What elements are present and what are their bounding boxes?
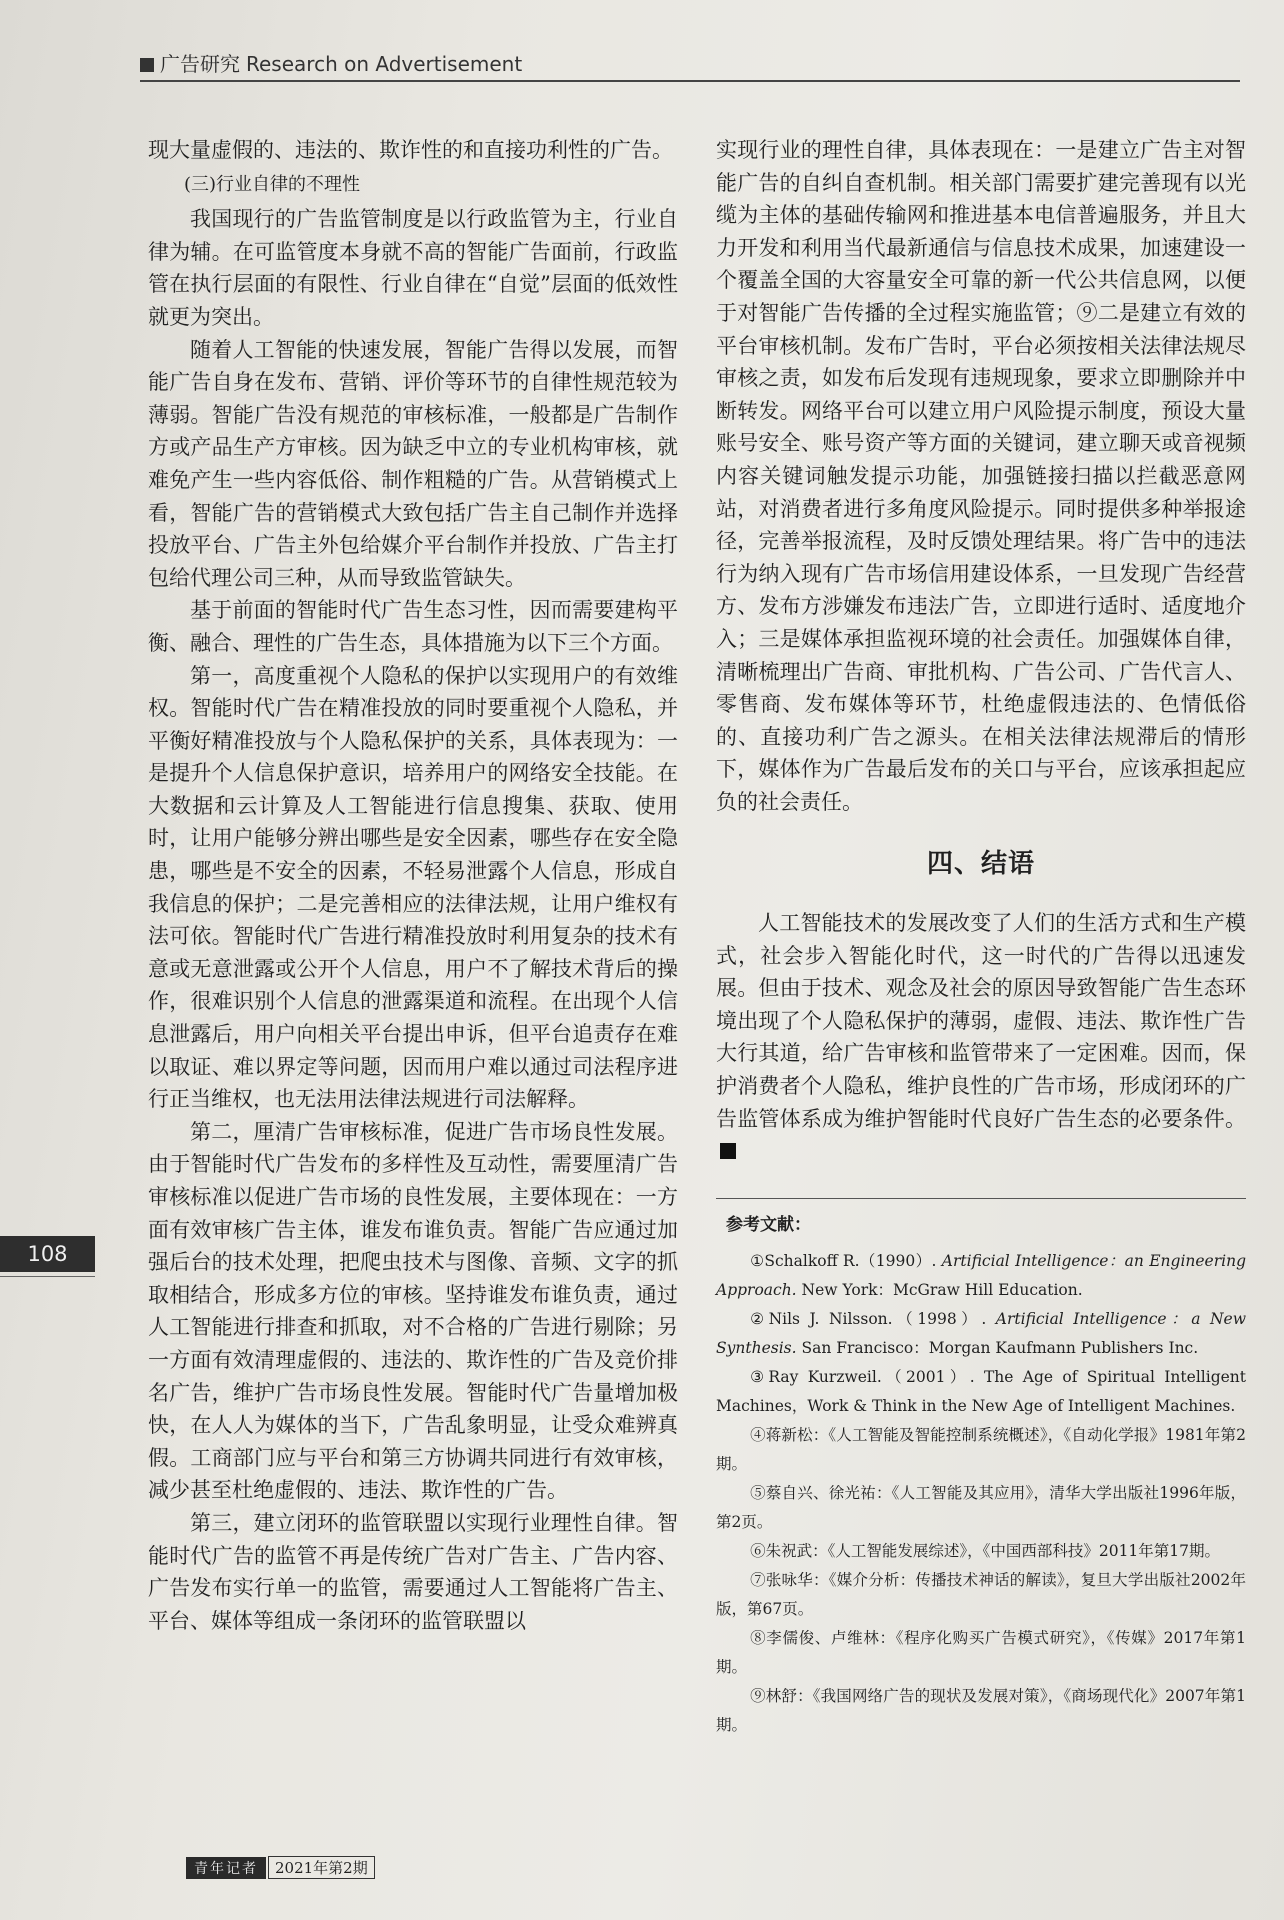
left-column	[148, 134, 678, 1637]
section-title: 四、结语	[926, 849, 1035, 880]
paragraph	[716, 907, 1246, 1168]
ref-title-italic: Artificial Intelligence：an Engineering Approach.	[716, 1252, 1246, 1300]
ref-text: San Francisco：Morgan Kaufmann Publishers Inc.	[796, 1339, 1199, 1358]
header-title-en: Research on Advertisement	[246, 52, 523, 76]
header-title-cn: 广告研究	[160, 52, 240, 76]
running-header	[140, 48, 522, 77]
references-title: 参考文献：	[726, 1214, 811, 1235]
reference-item: ⑦张咏华：《媒介分析：传播技术神话的解读》，复旦大学出版社2002年版，第67页。	[716, 1571, 1246, 1619]
reference-item: ⑥朱祝武：《人工智能发展综述》，《中国西部科技》2011年第17期。	[750, 1542, 1221, 1561]
paragraph: 第二，厘清广告审核标准，促进广告市场良性发展。由于智能时代广告发布的多样性及互动性，需要厘清广告审核标准以促进广告市场的良性发展，主要体现在：一方面有效审核广告主体，谁发布谁负责。智能广告应通过加强后台的技术处理，把爬虫技术与图像、音频、文字的抓取相结合，形成多方位的审核。坚持谁发布谁负责，通过人工智能进行排查和抓取，对不合格的广告进行剔除；另一方面有效清理虚假的、违法的、欺诈性的广告及竞价排名广告，维护广告市场良性发展。智能时代广告量增加极快，在人人为媒体的当下，广告乱象明显，让受众难辨真假。工商部门应与平台和第三方协调共同进行有效审核，减少甚至杜绝虚假的、违法、欺诈性的广告。	[148, 1119, 678, 1503]
paragraph: 第三，建立闭环的监管联盟以实现行业理性自律。智能时代广告的监管不再是传统广告对广告主、广告内容、广告发布实行单一的监管，需要通过人工智能将广告主、平台、媒体等组成一条闭环的监管联盟以	[148, 1510, 678, 1633]
header-rule	[140, 80, 1240, 82]
reference-item: ③Ray Kurzweil.（2001）. The Age of Spiritual Intelligent Machines，Work & Think in the New Age of Intelligent Machines.	[716, 1368, 1246, 1416]
journal-name: 青年记者	[186, 1857, 266, 1879]
ref-text: New York：McGraw Hill Education.	[796, 1281, 1083, 1300]
paragraph: 随着人工智能的快速发展，智能广告得以发展，而智能广告自身在发布、营销、评价等环节的自律性规范较为薄弱。智能广告没有规范的审核标准，一般都是广告制作方或产品生产方审核。因为缺乏中立的专业机构审核，就难免产生一些内容低俗、制作粗糙的广告。从营销模式上看，智能广告的营销模式大致包括广告主自己制作并选择投放平台、广告主外包给媒介平台制作并投放、广告主打包给代理公司三种，从而导致监管缺失。	[148, 337, 678, 590]
ref-text: ①Schalkoff R.（1990）.	[750, 1252, 942, 1271]
paragraph: 实现行业的理性自律，具体表现在：一是建立广告主对智能广告的自纠自查机制。相关部门需要扩建完善现有以光缆为主体的基础传输网和推进基本电信普遍服务，并且大力开发和利用当代最新通信与信息技术成果，加速建设一个覆盖全国的大容量安全可靠的新一代公共信息网，以便于对智能广告传播的全过程实施监管；⑨二是建立有效的平台审核机制。发布广告时，平台必须按相关法律法规尽审核之责，如发布后发现有违规现象，要求立即删除并中断转发。网络平台可以建立用户风险提示制度，预设大量账号安全、账号资产等方面的关键词，建立聊天或音视频内容关键词触发提示功能，加强链接扫描以拦截恶意网站，对消费者进行多角度风险提示。同时提供多种举报途径，完善举报流程，及时反馈处理结果。将广告中的违法行为纳入现有广告市场信用建设体系，一旦发现广告经营方、发布方涉嫌发布违法广告，立即进行适时、适度地介入；三是媒体承担监视环境的社会责任。加强媒体自律，清晰梳理出广告商、审批机构、广告公司、广告代言人、零售商、发布媒体等环节，杜绝虚假违法的、色情低俗的、直接功利广告之源头。在相关法律法规滞后的情形下，媒体作为广告最后发布的关口与平台，应该承担起应负的社会责任。	[716, 138, 1246, 814]
ref-text: ②Nils J. Nilsson.（1998）.	[750, 1310, 996, 1329]
paragraph: 现大量虚假的、违法的、欺诈性的和直接功利性的广告。	[148, 138, 673, 162]
page-number-rule	[0, 1276, 95, 1277]
reference-item	[716, 1305, 1246, 1363]
reference-item	[716, 1247, 1246, 1305]
reference-item: ④蒋新松：《人工智能及智能控制系统概述》，《自动化学报》1981年第2期。	[716, 1426, 1246, 1474]
conclusion-text: 人工智能技术的发展改变了人们的生活方式和生产模式，社会步入智能化时代，这一时代的广告得以迅速发展。但由于技术、观念及社会的原因导致智能广告生态环境出现了个人隐私保护的薄弱，虚假、违法、欺诈性广告大行其道，给广告审核和监管带来了一定困难。因而，保护消费者个人隐私，维护良性的广告市场，形成闭环的广告监管体系成为维护智能时代良好广告生态的必要条件。	[716, 911, 1246, 1131]
references	[716, 1198, 1246, 1741]
paragraph: 我国现行的广告监管制度是以行政监管为主，行业自律为辅。在可监管度本身就不高的智能广告面前，行政监管在执行层面的有限性、行业自律在“自觉”层面的低效性就更为突出。	[148, 207, 678, 329]
paragraph: 第一，高度重视个人隐私的保护以实现用户的有效维权。智能时代广告在精准投放的同时要重视个人隐私，并平衡好精准投放与个人隐私保护的关系，具体表现为：一是提升个人信息保护意识，培养用户的网络安全技能。在大数据和云计算及人工智能进行信息搜集、获取、使用时，让用户能够分辨出哪些是安全因素，哪些存在安全隐患，哪些是不安全的因素，不轻易泄露个人信息，形成自我信息的保护；二是完善相应的法律法规，让用户维权有法可依。智能时代广告进行精准投放时利用复杂的技术有意或无意泄露或公开个人信息，用户不了解技术背后的操作，很难识别个人信息的泄露渠道和流程。在出现个人信息泄露后，用户向相关平台提出申诉，但平台追责存在难以取证、难以界定等问题，因而用户难以通过司法程序进行正当维权，也无法用法律法规进行司法解释。	[148, 663, 678, 1112]
reference-item: ⑧李儒俊、卢维林：《程序化购买广告模式研究》，《传媒》2017年第1期。	[716, 1629, 1246, 1677]
paragraph: 基于前面的智能时代广告生态习性，因而需要建构平衡、融合、理性的广告生态，具体措施为以下三个方面。	[148, 598, 678, 655]
issue-label: 2021年第2期	[268, 1856, 375, 1879]
header-square-icon	[140, 58, 154, 72]
subsection-heading: (三)行业自律的不理性	[184, 173, 361, 195]
reference-item: ⑤蔡自兴、徐光祐：《人工智能及其应用》，清华大学出版社1996年版，第2页。	[716, 1484, 1246, 1532]
page-number: 108	[0, 1236, 95, 1272]
end-mark-icon	[720, 1143, 736, 1159]
right-column	[716, 134, 1246, 1740]
ref-title-italic: Artificial Intelligence：a New Synthesis.	[716, 1310, 1246, 1358]
footer	[186, 1856, 375, 1879]
reference-item: ⑨林舒：《我国网络广告的现状及发展对策》，《商场现代化》2007年第1期。	[716, 1687, 1246, 1735]
